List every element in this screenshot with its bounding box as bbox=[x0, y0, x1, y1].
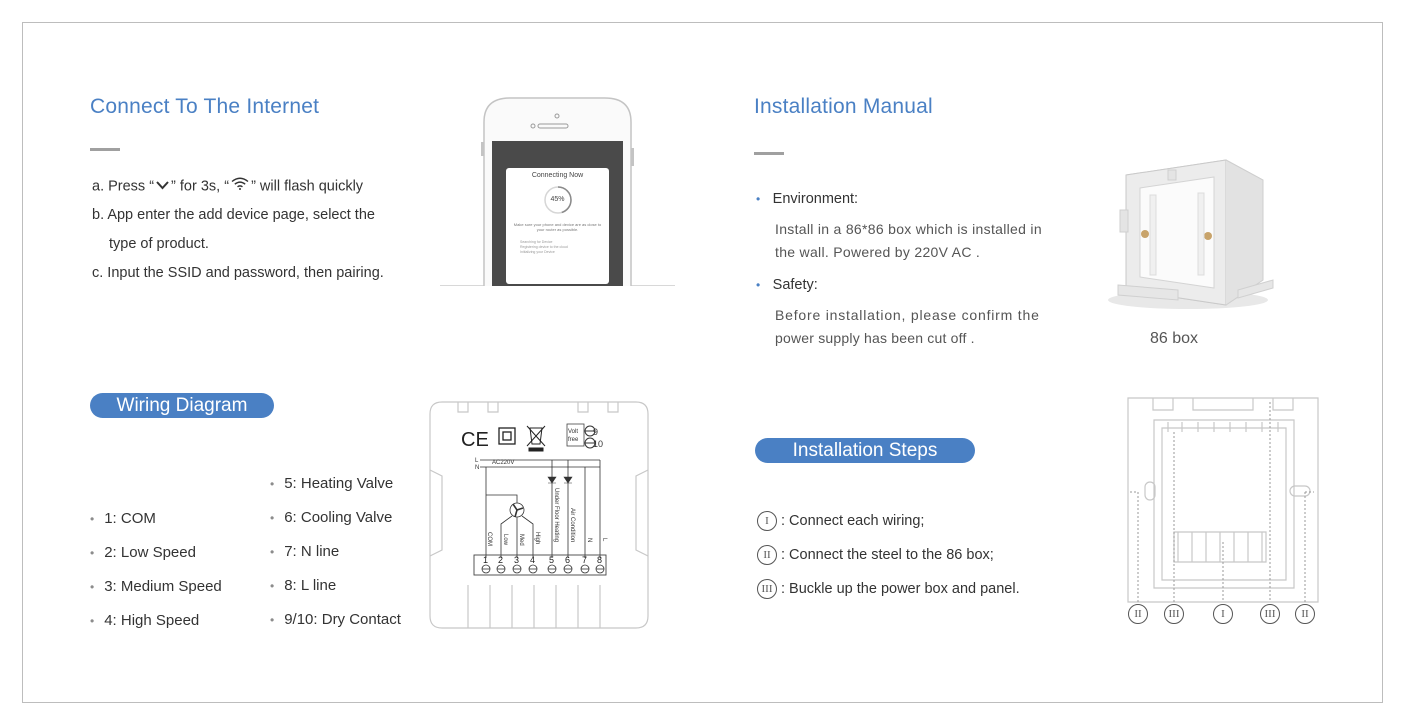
bullet-dot: • bbox=[270, 545, 275, 559]
check-item: Initializing your Device bbox=[520, 250, 555, 254]
env-body bbox=[775, 218, 1042, 264]
roman-badge: I bbox=[757, 511, 777, 531]
bullet-dot: • bbox=[90, 614, 95, 628]
bullet-dot: • bbox=[270, 579, 275, 593]
wifi-icon bbox=[231, 172, 249, 201]
wire-label: 6: Cooling Valve bbox=[284, 509, 393, 526]
safety-line: Before installation, please confirm the bbox=[775, 307, 1040, 323]
bullet-dot: • bbox=[270, 613, 275, 627]
connect-step-b-cont: type of product. bbox=[109, 236, 209, 253]
connect-steps bbox=[92, 172, 384, 288]
wire-label: 8: L line bbox=[284, 577, 337, 594]
assembly-label: III bbox=[1260, 604, 1280, 624]
volt-free-text: free bbox=[568, 437, 579, 443]
connect-step-c: c. Input the SSID and password, then pairing. bbox=[92, 265, 384, 282]
step-a-text-3: ” will flash quickly bbox=[251, 178, 364, 195]
env-line: Install in a 86*86 box which is installed in bbox=[775, 221, 1042, 237]
check-item: Registering device to the cloud bbox=[520, 245, 568, 249]
terminal-number: 2 bbox=[498, 555, 504, 565]
step-text: : Connect the steel to the 86 box; bbox=[781, 547, 994, 563]
steps-title-pill: Installation Steps bbox=[755, 438, 975, 463]
bullet-dot: • bbox=[90, 546, 95, 560]
wire-tag: N bbox=[586, 538, 592, 543]
assembly-label: III bbox=[1164, 604, 1184, 624]
line-n-label: N bbox=[475, 465, 480, 471]
ac220v-label: AC220V bbox=[492, 460, 515, 466]
terminal-9-label: 9 bbox=[593, 427, 599, 437]
connect-title: Connect To The Internet bbox=[90, 95, 320, 118]
wire-tag: Under Floor Heating bbox=[553, 488, 559, 543]
connect-step-b: b. App enter the add device page, select the bbox=[92, 207, 375, 224]
wire-item bbox=[270, 611, 401, 628]
check-item: Searching for Device bbox=[520, 240, 553, 244]
bullet-dot: • bbox=[756, 192, 761, 206]
wire-tag: COM bbox=[486, 532, 492, 546]
wire-tag: High bbox=[534, 532, 540, 545]
wire-item bbox=[270, 577, 336, 594]
wire-label: 9/10: Dry Contact bbox=[284, 611, 401, 628]
connecting-dialog bbox=[506, 168, 609, 284]
safety-line: power supply has been cut off . bbox=[775, 330, 975, 346]
wiring-title-pill: Wiring Diagram bbox=[90, 393, 274, 418]
wiring-schematic bbox=[428, 400, 650, 630]
wire-tag: Air Condition bbox=[569, 508, 575, 543]
bullet-dot: • bbox=[270, 477, 275, 491]
dialog-message: Make sure your phone and device are as close to your router as possible. bbox=[513, 222, 602, 232]
phone-illustration bbox=[440, 96, 675, 288]
safety-heading-row bbox=[756, 276, 818, 294]
step-text: : Buckle up the power box and panel. bbox=[781, 581, 1020, 597]
ce-text: CE bbox=[461, 429, 489, 451]
install-title: Installation Manual bbox=[754, 95, 933, 118]
double-insulation-inner bbox=[503, 432, 511, 440]
connect-divider bbox=[90, 148, 120, 151]
wire-item bbox=[90, 612, 199, 629]
terminal-number: 5 bbox=[549, 555, 555, 565]
wire-item bbox=[270, 475, 393, 492]
wire-label: 7: N line bbox=[284, 543, 340, 560]
assembly-label: II bbox=[1128, 604, 1148, 624]
progress-percent: 45% bbox=[550, 196, 565, 203]
box-86-image bbox=[1098, 150, 1278, 315]
terminal-number: 4 bbox=[530, 555, 536, 565]
bullet-dot: • bbox=[90, 580, 95, 594]
roman-badge: II bbox=[757, 545, 777, 565]
terminal-number: 1 bbox=[483, 555, 489, 565]
roman-badge: III bbox=[757, 579, 777, 599]
wire-tag: Med bbox=[518, 534, 524, 546]
env-heading: Environment: bbox=[772, 191, 859, 207]
bullet-dot: • bbox=[270, 511, 275, 525]
wire-label: 1: COM bbox=[104, 510, 156, 527]
wire-label: 3: Medium Speed bbox=[104, 578, 222, 595]
connect-step-a bbox=[92, 172, 384, 201]
terminal-number: 7 bbox=[582, 555, 588, 565]
bullet-dot: • bbox=[756, 278, 761, 292]
dialog-checklist bbox=[520, 240, 609, 255]
ce-mark bbox=[461, 429, 489, 451]
wire-tag: L bbox=[601, 538, 607, 542]
volt-free-text: Volt bbox=[568, 429, 579, 435]
assembly-diagram bbox=[1118, 392, 1328, 632]
step-text: : Connect each wiring; bbox=[781, 513, 925, 529]
bullet-dot: • bbox=[90, 512, 95, 526]
wire-item bbox=[90, 544, 196, 561]
env-line: the wall. Powered by 220V AC . bbox=[775, 244, 981, 260]
step-a-text-2: ” for 3s, “ bbox=[171, 178, 230, 195]
env-heading-row bbox=[756, 190, 858, 208]
wire-label: 2: Low Speed bbox=[104, 544, 196, 561]
weee-bin-icon bbox=[527, 426, 545, 451]
step-item bbox=[757, 510, 924, 532]
step-item bbox=[757, 544, 994, 566]
terminal-number: 3 bbox=[514, 555, 520, 565]
wire-label: 4: High Speed bbox=[104, 612, 200, 629]
wire-item bbox=[270, 543, 339, 560]
chevron-down-icon bbox=[156, 172, 169, 201]
fan-icon bbox=[510, 503, 524, 517]
terminal-number: 6 bbox=[565, 555, 571, 565]
progress-ring bbox=[543, 185, 573, 215]
terminal-number: 8 bbox=[597, 555, 603, 565]
dialog-title: Connecting Now bbox=[531, 172, 584, 179]
double-insulation-icon bbox=[499, 428, 515, 444]
safety-heading: Safety: bbox=[772, 277, 818, 293]
wire-item bbox=[270, 509, 392, 526]
assembly-label: I bbox=[1213, 604, 1233, 624]
install-divider bbox=[754, 152, 784, 155]
line-l-label: L bbox=[475, 458, 479, 464]
step-a-text-1: a. Press “ bbox=[92, 178, 155, 195]
wire-item bbox=[90, 578, 222, 595]
wire-tag: Low bbox=[502, 534, 508, 546]
wire-label: 5: Heating Valve bbox=[284, 475, 394, 492]
terminal-10-label: 10 bbox=[593, 439, 604, 449]
box-caption: 86 box bbox=[1150, 330, 1199, 347]
assembly-label: II bbox=[1295, 604, 1315, 624]
wire-item bbox=[90, 510, 156, 527]
step-item bbox=[757, 578, 1020, 600]
safety-body bbox=[775, 304, 1040, 350]
